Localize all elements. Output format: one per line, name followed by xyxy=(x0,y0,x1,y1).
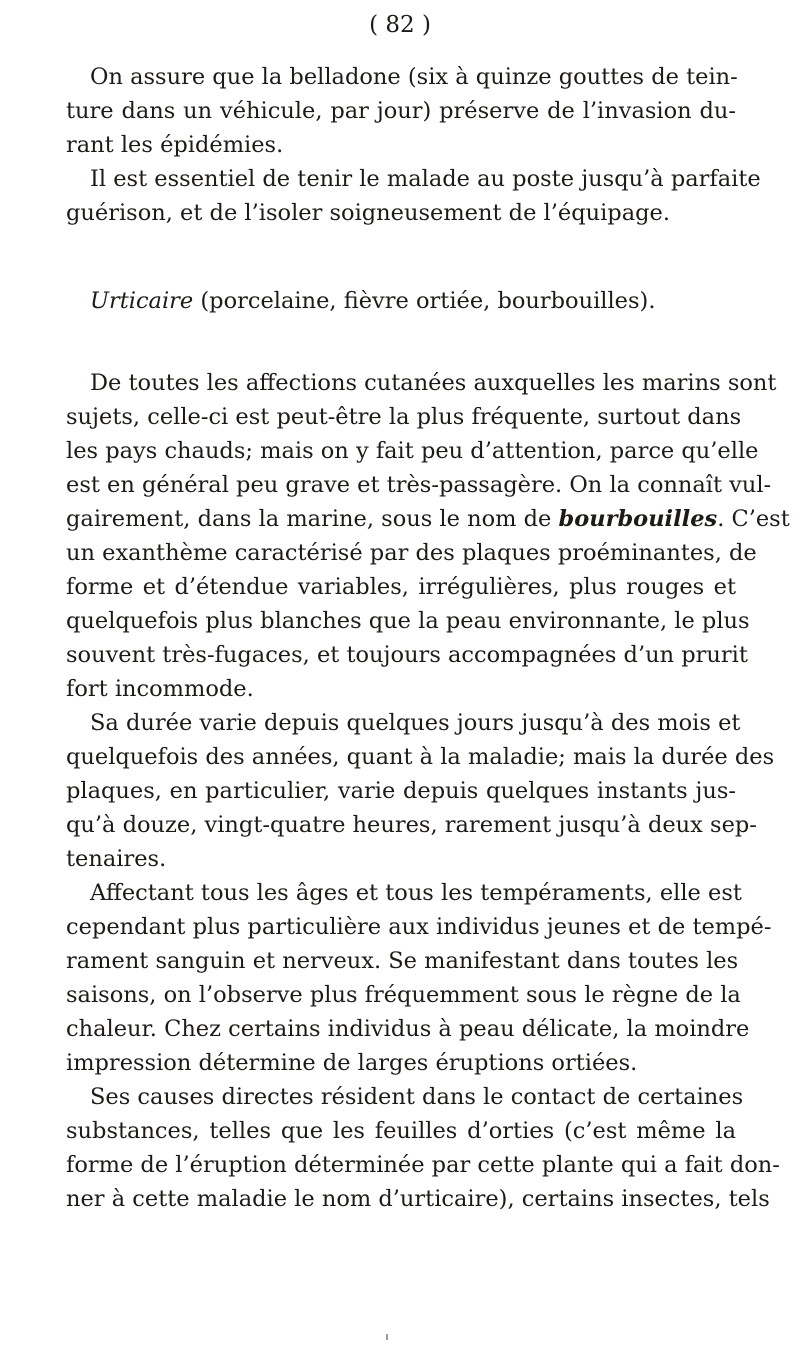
text-line: Sa durée varie depuis quelques jours jusqu’à des mois et xyxy=(90,710,741,736)
text-line: qu’à douze, vingt-quatre heures, rarement jusqu’à deux sep- xyxy=(66,812,757,838)
text-fragment: gairement, dans la marine, sous le nom de xyxy=(66,506,559,532)
text-line: forme et d’étendue variables, irrégulières, plus rouges et xyxy=(66,574,736,600)
text-line: tenaires. xyxy=(66,846,167,872)
text-line: est en général peu grave et très-passagère. On la connaît vul- xyxy=(66,472,772,498)
paper-speck xyxy=(386,1334,388,1340)
text-line: les pays chauds; mais on y fait peu d’attention, parce qu’elle xyxy=(66,438,759,464)
text-line: plaques, en particulier, varie depuis quelques instants jus- xyxy=(66,778,736,804)
text-line: Il est essentiel de tenir le malade au poste jusqu’à parfaite xyxy=(90,166,761,192)
text-line: souvent très-fugaces, et toujours accompagnées d’un prurit xyxy=(66,642,748,668)
page-number: ( 82 ) xyxy=(369,12,431,38)
text-line: saisons, on l’observe plus fréquemment sous le règne de la xyxy=(66,982,741,1008)
text-line: un exanthème caractérisé par des plaques proéminantes, de xyxy=(66,540,757,566)
text-line: ture dans un véhicule, par jour) préserve de l’invasion du- xyxy=(66,98,736,124)
text-line: Affectant tous les âges et tous les tempéraments, elle est xyxy=(90,880,742,906)
text-line: guérison, et de l’isoler soigneusement de l’équipage. xyxy=(66,200,670,226)
text-fragment: . C’est xyxy=(717,506,790,532)
text-line: sujets, celle-ci est peut-être la plus fréquente, surtout dans xyxy=(66,404,742,430)
text-line: substances, telles que les feuilles d’orties (c’est même la xyxy=(66,1118,736,1144)
paragraph-description xyxy=(66,366,790,706)
text-line: ner à cette maladie le nom d’urticaire), certains insectes, tels xyxy=(66,1186,770,1212)
text-line: rant les épidémies. xyxy=(66,132,284,158)
section-heading xyxy=(66,284,736,318)
text-line: quelquefois plus blanches que la peau environnante, le plus xyxy=(66,608,750,634)
text-line: quelquefois des années, quant à la maladie; mais la durée des xyxy=(66,744,775,770)
text-line: cependant plus particulière aux individus jeunes et de tempé- xyxy=(66,914,772,940)
heading-synonyms: (porcelaine, fièvre ortiée, bourbouilles). xyxy=(193,288,656,314)
text-line: fort incommode. xyxy=(66,676,254,702)
text-line: Ses causes directes résident dans le contact de certaines xyxy=(90,1084,744,1110)
paragraph-isolation xyxy=(66,162,761,230)
text-line: De toutes les affections cutanées auxquelles les marins sont xyxy=(90,370,777,396)
paragraph-ages xyxy=(66,876,772,1080)
text-line xyxy=(66,502,790,536)
text-line: On assure que la belladone (six à quinze gouttes de tein- xyxy=(90,64,738,90)
heading-term: Urticaire xyxy=(90,288,194,314)
paragraph-duration xyxy=(66,706,775,876)
text-line: rament sanguin et nerveux. Se manifestant dans toutes les xyxy=(66,948,739,974)
text-line: forme de l’éruption déterminée par cette plante qui a fait don- xyxy=(66,1152,780,1178)
text-block xyxy=(66,60,790,1216)
paragraph-belladone xyxy=(66,60,736,162)
paragraph-causes xyxy=(66,1080,780,1216)
text-line: impression détermine de larges éruptions ortiées. xyxy=(66,1050,638,1076)
text-line: chaleur. Chez certains individus à peau délicate, la moindre xyxy=(66,1016,750,1042)
italic-term: bourbouilles xyxy=(558,506,718,532)
